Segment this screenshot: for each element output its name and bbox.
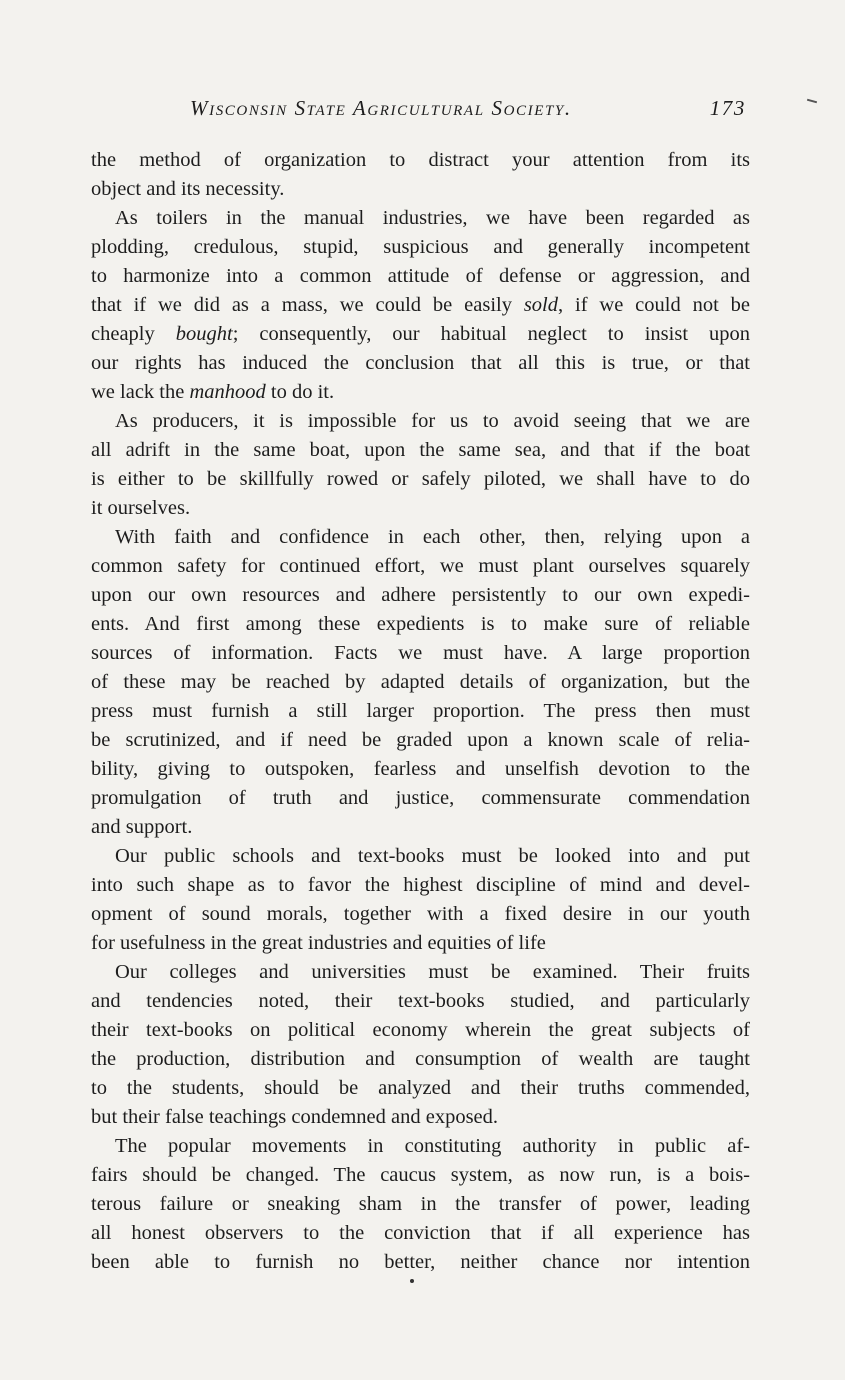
text-line: our rights has induced the conclusion that all this is true, or that <box>91 352 750 374</box>
text-fragment: ; consequently, our habitual neglect to insist upon <box>232 323 750 345</box>
text-line: of these may be reached by adapted details of organization, but the <box>91 671 750 693</box>
text-line: all adrift in the same boat, upon the same sea, and that if the boat <box>91 439 750 461</box>
text-line: been able to furnish no better, neither chance nor intention <box>91 1251 750 1273</box>
text-line <box>91 320 750 349</box>
text-line: upon our own resources and adhere persistently to our own expedi- <box>91 584 750 606</box>
text-fragment: , if we could not be <box>558 294 750 316</box>
text-line: object and its necessity. <box>91 178 285 200</box>
text-line: fairs should be changed. The caucus system, as now run, is a bois- <box>91 1164 750 1186</box>
text-line: be scrutinized, and if need be graded upon a known scale of relia- <box>91 729 750 751</box>
text-line: all honest observers to the conviction that if all experience has <box>91 1222 750 1244</box>
text-line: press must furnish a still larger proportion. The press then must <box>91 700 750 722</box>
text-line: to harmonize into a common attitude of defense or aggression, and <box>91 265 750 287</box>
text-line: to the students, should be analyzed and their truths commended, <box>91 1077 750 1099</box>
text-line: ents. And first among these expedients is to make sure of reliable <box>91 613 750 635</box>
text-line: their text-books on political economy wherein the great subjects of <box>91 1019 750 1041</box>
text-line: plodding, credulous, stupid, suspicious and generally incompetent <box>91 236 750 258</box>
text-line: into such shape as to favor the highest discipline of mind and devel- <box>91 874 750 896</box>
text-line <box>91 378 750 407</box>
text-line: terous failure or sneaking sham in the transfer of power, leading <box>91 1193 750 1215</box>
text-fragment: cheaply <box>91 323 176 345</box>
emphasis: manhood <box>189 381 266 403</box>
text-line: The popular movements in constituting authority in public af- <box>115 1135 750 1157</box>
text-line: it ourselves. <box>91 497 191 519</box>
text-fragment: we lack the <box>91 381 190 403</box>
text-fragment: to do it. <box>265 381 335 403</box>
text-line: promulgation of truth and justice, commensurate commendation <box>91 787 750 809</box>
text-line: and support. <box>91 816 193 838</box>
text-line: As producers, it is impossible for us to avoid seeing that we are <box>115 410 750 432</box>
text-fragment: that if we did as a mass, we could be easily <box>91 294 524 316</box>
text-line: opment of sound morals, together with a fixed desire in our youth <box>91 903 750 925</box>
page-header <box>92 96 750 128</box>
text-line: and tendencies noted, their text-books studied, and particularly <box>91 990 750 1012</box>
text-line: bility, giving to outspoken, fearless and unselfish devotion to the <box>91 758 750 780</box>
text-line: the production, distribution and consumption of wealth are taught <box>91 1048 750 1070</box>
text-line <box>91 291 750 320</box>
text-line: for usefulness in the great industries and equities of life <box>91 932 546 954</box>
text-line: the method of organization to distract your attention from its <box>91 149 750 171</box>
text-line: Our colleges and universities must be examined. Their fruits <box>115 961 750 983</box>
text-line: As toilers in the manual industries, we have been regarded as <box>115 207 750 229</box>
emphasis: sold <box>523 294 559 316</box>
page-number: 173 <box>709 96 746 120</box>
print-dot <box>410 1279 414 1283</box>
text-line: but their false teachings condemned and exposed. <box>91 1106 499 1128</box>
text-line: is either to be skillfully rowed or safely piloted, we shall have to do <box>91 468 750 490</box>
emphasis: bought <box>175 323 233 345</box>
running-title: Wisconsin State Agricultural Society. <box>190 96 572 120</box>
text-line: common safety for continued effort, we must plant ourselves squarely <box>91 555 750 577</box>
text-line: With faith and confidence in each other, then, relying upon a <box>115 526 750 548</box>
margin-mark <box>807 99 817 104</box>
body-text <box>91 146 750 1277</box>
text-line: sources of information. Facts we must have. A large proportion <box>91 642 750 664</box>
text-line: Our public schools and text-books must be looked into and put <box>115 845 750 867</box>
